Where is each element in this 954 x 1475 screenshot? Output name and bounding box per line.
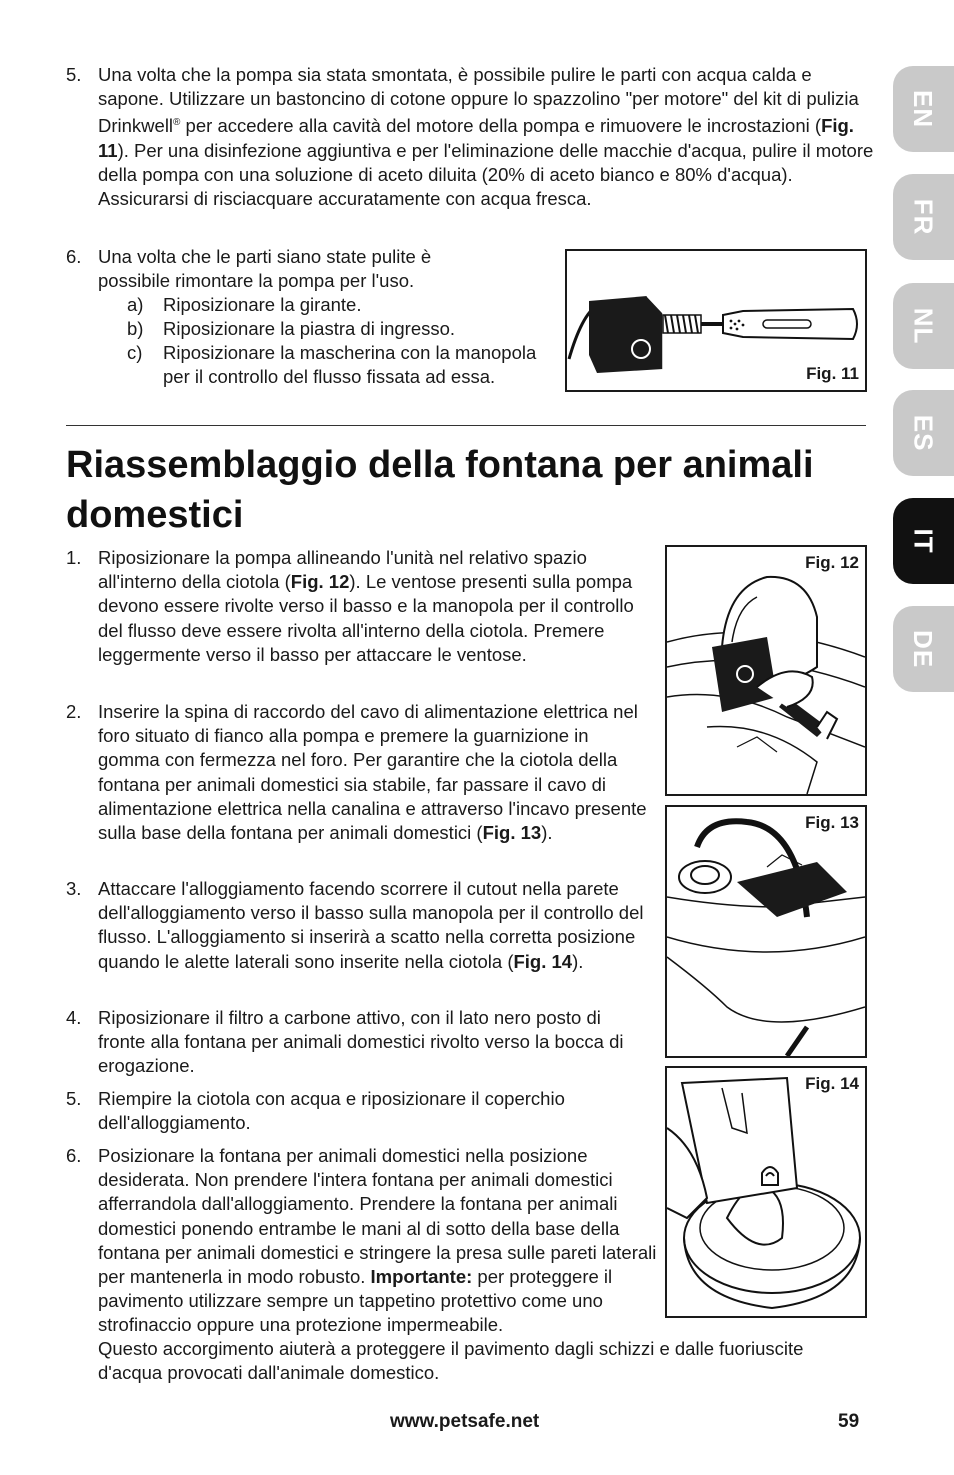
sub-number: b) — [127, 318, 144, 339]
list-number: 5. — [66, 64, 82, 85]
page-number: 59 — [838, 1411, 860, 1432]
text-segment: ). — [541, 822, 553, 844]
step-text — [98, 1144, 662, 1338]
section-divider — [66, 425, 866, 426]
step-number: 4. — [66, 1007, 82, 1028]
tab-es-label: ES — [908, 414, 939, 452]
step-number: 2. — [66, 701, 82, 722]
step-text — [98, 877, 654, 974]
figure-caption: Fig. 11 — [804, 362, 861, 386]
text-segment: per proteggere il pavimento utilizzare sempre un tappetino protettivo come uno strofinaccio oppure una protezione impermeabile. — [98, 1266, 613, 1336]
step-number: 1. — [66, 547, 82, 568]
sub-number: a) — [127, 294, 144, 315]
fig-reference: Fig. 11 — [98, 115, 854, 161]
figure-caption: Fig. 12 — [803, 551, 861, 575]
tab-de-label: DE — [908, 629, 939, 669]
registered-mark: ® — [173, 117, 181, 129]
text-segment: Inserire la spina di raccordo del cavo di alimentazione elettrica nel foro situato di fianco alla pompa e premere la guarnizione in gomma con fermezza nel foro. Per garantire che la ciotola della fontana per animali domestici sia stabile, far passare il cavo di alimentazione elettrica nella canalina e attraverso l'incavo presente sulla base della fontana per animali domestici ( — [98, 701, 647, 844]
tab-it[interactable] — [893, 498, 954, 584]
step-text — [98, 700, 654, 845]
figure-14 — [665, 1066, 867, 1318]
tab-fr[interactable] — [893, 174, 954, 260]
step-text — [98, 546, 642, 667]
tab-en-label: EN — [908, 89, 939, 129]
sub-text: Riposizionare la piastra di ingresso. — [163, 318, 456, 339]
tab-it-label: IT — [908, 528, 939, 554]
tab-de[interactable] — [893, 606, 954, 692]
sub-text: Riposizionare la girante. — [163, 294, 362, 315]
fig-reference: Fig. 12 — [290, 571, 350, 593]
section-heading: Riassemblaggio della fontana per animali domestici — [66, 444, 814, 536]
text-segment: Posizionare la fontana per animali domestici nella posizione desiderata. Non prendere l'intera fontana per animali domestici afferrandola dall'alloggiamento. Prendere la fontana per animali domestici ponendo entrambe le mani al di sotto della base della fontana per animali domestici e stringere la presa sulle pareti laterali per mantenerla in modo robusto. — [98, 1145, 657, 1288]
important-label: Importante: — [370, 1266, 473, 1288]
step-continuation: Questo accorgimento aiuterà a proteggere il pavimento dagli schizzi e dalle fuoriuscite d'acqua provocati dall'animale domestico. — [98, 1338, 804, 1384]
sub-text: Riposizionare la mascherina con la manopola per il controllo del flusso fissata ad essa. — [163, 342, 537, 388]
step-text: Riposizionare il filtro a carbone attivo, con il lato nero posto di fronte alla fontana per animali domestici rivolto verso la bocca di erogazione. — [98, 1007, 624, 1077]
step-number: 5. — [66, 1088, 82, 1109]
list-text — [98, 63, 876, 211]
pump-placement-illustration — [667, 547, 865, 794]
step-number: 3. — [66, 878, 82, 899]
housing-attach-illustration — [667, 1068, 865, 1316]
fig-reference: Fig. 13 — [482, 822, 542, 844]
tab-en[interactable] — [893, 66, 954, 152]
cord-routing-illustration — [667, 807, 865, 1056]
text-segment: Attaccare l'alloggiamento facendo scorrere il cutout nella parete dell'alloggiamento verso il basso sulla manopola per il controllo del flusso. L'alloggiamento si inserirà a scatto nella corretta posizione quando le alette laterali sono inserite nella ciotola ( — [98, 878, 644, 972]
text-segment: Riposizionare la pompa allineando l'unità nel relativo spazio all'interno della ciotola ( — [98, 547, 587, 593]
step-text: Riempire la ciotola con acqua e riposizionare il coperchio dell'alloggiamento. — [98, 1088, 565, 1134]
list-number: 6. — [66, 246, 82, 267]
tab-nl-label: NL — [908, 307, 939, 345]
sub-number: c) — [127, 342, 143, 363]
text-segment: ). — [572, 950, 584, 972]
step-number: 6. — [66, 1145, 82, 1166]
figure-caption: Fig. 14 — [803, 1072, 861, 1096]
figure-caption: Fig. 13 — [803, 811, 861, 835]
tab-es[interactable] — [893, 390, 954, 476]
footer-url[interactable]: www.petsafe.net — [390, 1411, 540, 1432]
text-segment: Una volta che la pompa sia stata smontata, è possibile pulire le parti con acqua calda e sapone. Utilizzare un bastoncino di cotone oppure lo spazzolino "per motore" del kit di pulizia Drinkwell — [98, 64, 859, 137]
tab-fr-label: FR — [908, 198, 939, 236]
tab-nl[interactable] — [893, 283, 954, 369]
figure-11 — [565, 249, 867, 392]
figure-13 — [665, 805, 867, 1058]
text-segment: per accedere alla cavità del motore della pompa e rimuovere le incrostazioni ( — [180, 115, 822, 137]
text-segment: ). Le ventose presenti sulla pompa devono essere rivolte verso il basso e la manopola per il controllo del flusso deve essere rivolta all'interno della ciotola. Premere leggermente verso il basso per attaccare le ventose. — [98, 571, 634, 665]
figure-12 — [665, 545, 867, 796]
text-segment: ). Per una disinfezione aggiuntiva e per l'eliminazione delle macchie d'acqua, pulire il motore della pompa con una soluzione di aceto diluita (20% di aceto bianco e 80% d'acqua). Assicurarsi di risciacquare accuratamente con acqua fresca. — [98, 139, 874, 210]
fig-reference: Fig. 14 — [513, 950, 573, 972]
list-text: Una volta che le parti siano state pulite è possibile rimontare la pompa per l'uso. — [98, 246, 432, 292]
